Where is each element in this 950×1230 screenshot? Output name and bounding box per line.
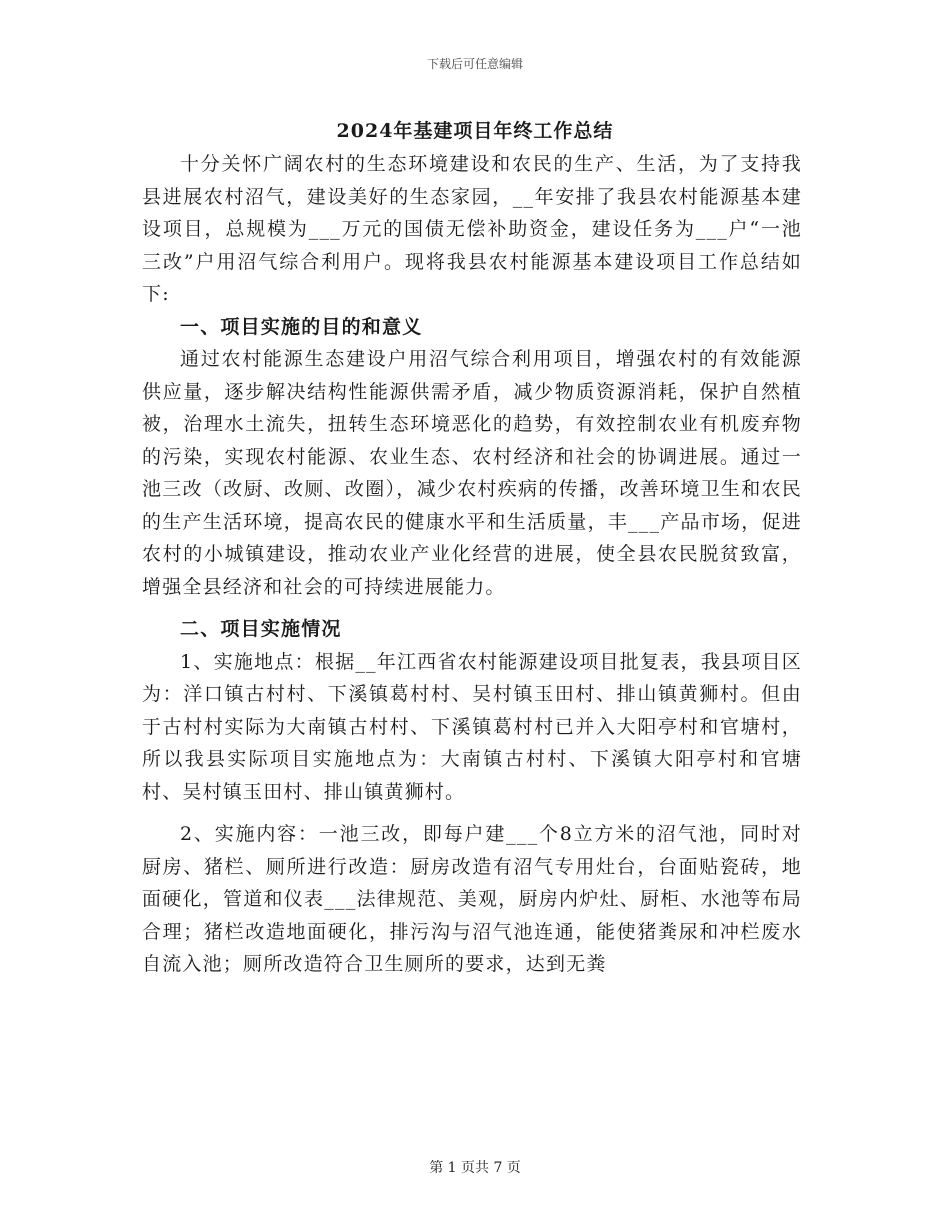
section-heading-purpose: 一、项目实施的目的和意义 [180, 315, 423, 338]
page-number: 第 1 页共 7 页 [429, 1160, 521, 1176]
header-note: 下载后可任意编辑 [426, 57, 523, 71]
section-heading-implementation: 二、项目实施情况 [180, 618, 342, 640]
intro-paragraph: 十分关怀广阔农村的生态环境建设和农民的生产、生活，为了支持我县进展农村沼气，建设美好的生态家园，__年安排了我县农村能源基本建设项目，总规模为___万元的国债无偿补助资金，建设任务为___户“一池三改”户用沼气综合利用户。现将我县农村能源基本建设项目工作总结如下: [142, 153, 802, 305]
document-title: 2024年基建项目年终工作总结 [336, 120, 614, 142]
purpose-paragraph: 通过农村能源生态建设户用沼气综合利用项目，增强农村的有效能源供应量，逐步解决结构性能源供需矛盾，减少物质资源消耗，保护自然植被，治理水土流失，扭转生态环境恶化的趋势，有效控制农业有机废弃物的污染，实现农村能源、农业生态、农村经济和社会的协调进展。通过一池三改（改厨、改厕、改圈），减少农村疾病的传播，改善环境卫生和农民的生产生活环境，提高农民的健康水平和生活质量，丰___产品市场，促进农村的小城镇建设，推动农业产业化经营的进展，使全县农民脱贫致富，增强全县经济和社会的可持续进展能力。 [142, 348, 802, 598]
implementation-content-paragraph: 2、实施内容：一池三改，即每户建___个8立方米的沼气池，同时对厨房、猪栏、厕所进行改造：厨房改造有沼气专用灶台，台面贴瓷砖，地面硬化，管道和仪表___法律规范、美观，厨房内炉灶、厨柜、水池等布局合理；猪栏改造地面硬化，排污沟与沼气池连通，能使猪粪尿和冲栏废水自流入池；厕所改造符合卫生厕所的要求，达到无粪 [142, 823, 802, 975]
document-body [142, 148, 802, 981]
implementation-location-paragraph: 1、实施地点：根据__年江西省农村能源建设项目批复表，我县项目区为：洋口镇古村村、下溪镇葛村村、吴村镇玉田村、排山镇黄狮村。但由于古村村实际为大南镇古村村、下溪镇葛村村已并入大阳亭村和官塘村，所以我县实际项目实施地点为：大南镇古村村、下溪镇大阳亭村和官塘村、吴村镇玉田村、排山镇黄狮村。 [142, 650, 802, 803]
